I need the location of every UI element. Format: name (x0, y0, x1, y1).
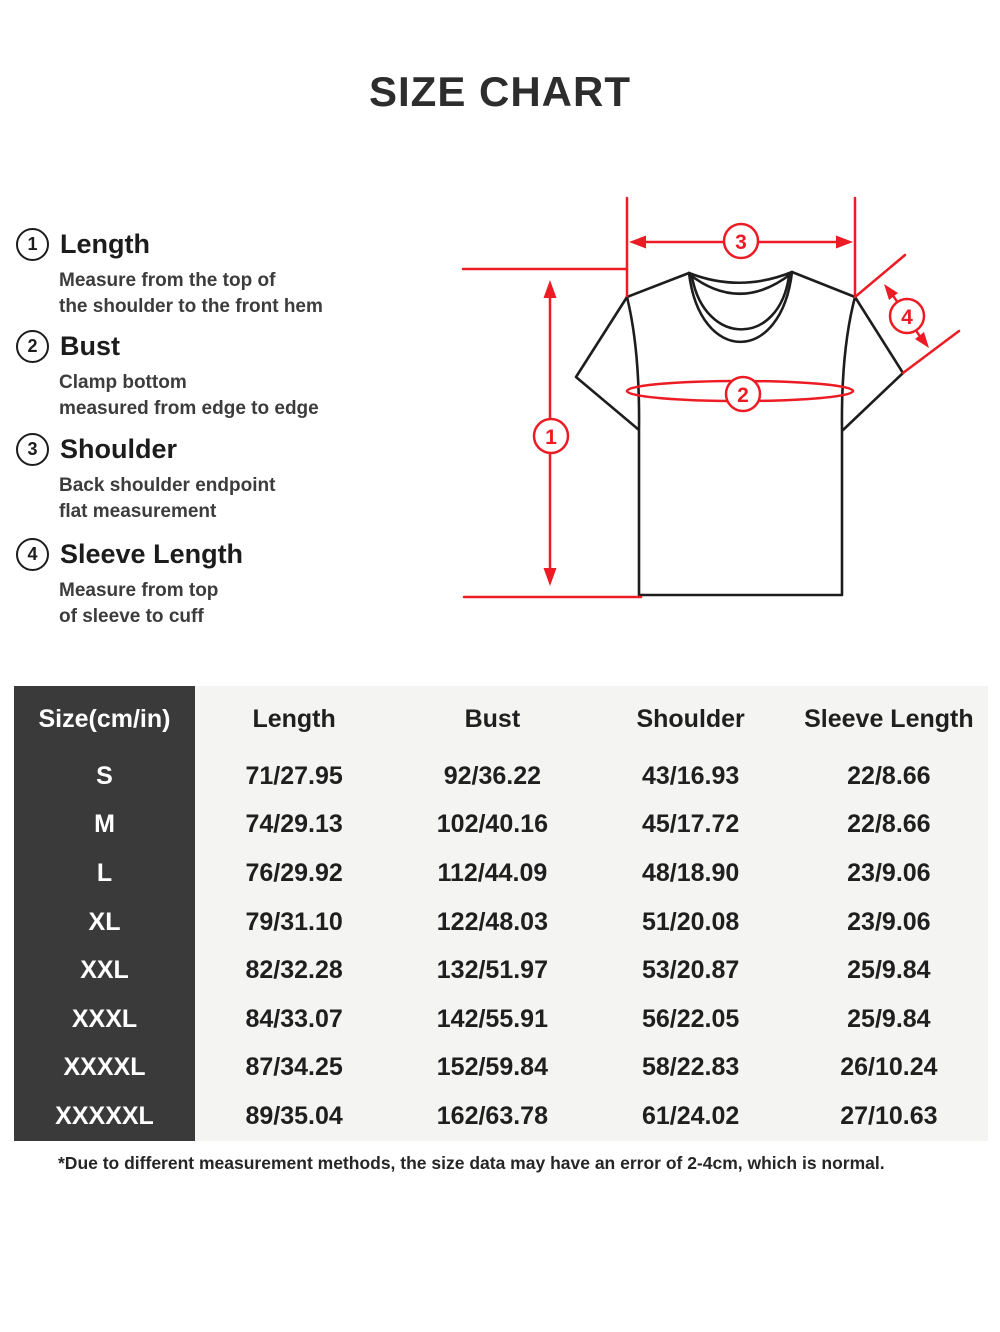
sleeve-tick-upper (855, 255, 905, 297)
table-row: XXXXXL 89/35.04 162/63.78 61/24.02 27/10.63 (14, 1092, 988, 1141)
table-row: XXXXL 87/34.25 152/59.84 58/22.83 26/10.24 (14, 1044, 988, 1093)
callout-1-number: 1 (545, 426, 557, 449)
legend-item-bust (16, 330, 446, 422)
header-length: Length (252, 704, 336, 733)
tshirt-measurement-diagram (455, 190, 975, 615)
page-title: SIZE CHART (369, 68, 631, 115)
header-sleeve-length: Sleeve Length (804, 704, 974, 733)
legend-item-sleeve-length (16, 538, 446, 630)
size-table (14, 686, 988, 1141)
number-badge-3: 3 (16, 433, 49, 466)
legend-label: Sleeve Length (60, 539, 244, 569)
callout-3-number: 3 (735, 231, 747, 254)
legend-label: Shoulder (60, 434, 178, 464)
arrowhead (836, 236, 853, 249)
table-row: S 71/27.95 92/36.22 43/16.93 22/8.66 (14, 752, 988, 801)
table-row: XL 79/31.10 122/48.03 51/20.08 23/9.06 (14, 898, 988, 947)
sleeve-tick-lower (903, 331, 959, 373)
tshirt-left-sleeve (576, 297, 639, 430)
legend-description: Back shoulder endpoint flat measurement (59, 475, 276, 522)
header-shoulder: Shoulder (636, 704, 745, 733)
arrowhead (629, 236, 646, 249)
header-bust: Bust (464, 704, 521, 733)
legend-item-length (16, 228, 446, 320)
arrowhead (544, 568, 557, 586)
legend-item-shoulder (16, 433, 446, 525)
legend-label: Bust (60, 331, 120, 361)
legend-description: Measure from the top of the shoulder to the front hem (59, 270, 323, 317)
measurement-disclaimer: *Due to different measurement methods, the size data may have an error of 2-4cm, which is normal. (58, 1153, 885, 1173)
legend-description: Clamp bottom measured from edge to edge (59, 372, 319, 419)
table-row: L 76/29.92 112/44.09 48/18.90 23/9.06 (14, 849, 988, 898)
arrowhead (544, 280, 557, 298)
number-badge-1: 1 (16, 228, 49, 261)
tshirt-collar (689, 272, 792, 283)
table-row: M 74/29.13 102/40.16 45/17.72 22/8.66 (14, 801, 988, 850)
header-size: Size(cm/in) (14, 686, 195, 752)
arrowhead (915, 332, 929, 348)
legend-label: Length (60, 229, 150, 259)
legend-description: Measure from top of sleeve to cuff (59, 580, 219, 627)
callout-2-number: 2 (737, 384, 749, 407)
arrowhead (884, 284, 898, 300)
number-badge-4: 4 (16, 538, 49, 571)
table-row: XXL 82/32.28 132/51.97 53/20.87 25/9.84 (14, 946, 988, 995)
table-header-row (14, 686, 988, 752)
table-row: XXXL 84/33.07 142/55.91 56/22.05 25/9.84 (14, 995, 988, 1044)
number-badge-2: 2 (16, 330, 49, 363)
callout-4-number: 4 (901, 306, 913, 329)
